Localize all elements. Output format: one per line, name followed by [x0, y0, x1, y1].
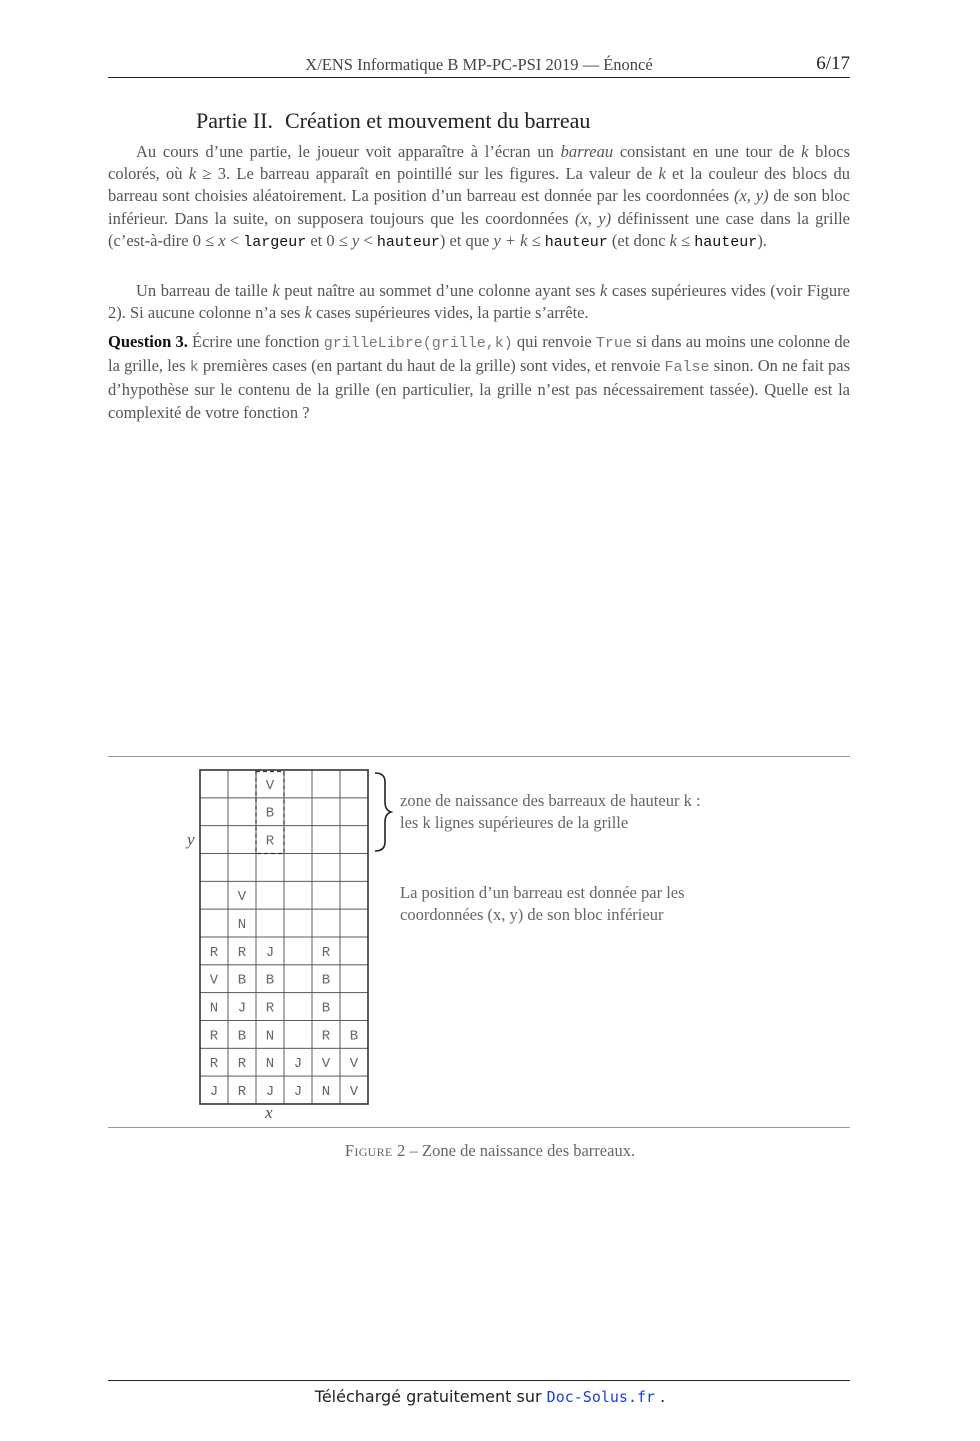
grid-cell	[312, 826, 340, 854]
grid-cell	[200, 826, 228, 854]
grid-cell	[312, 853, 340, 881]
grid-cell-letter: J	[237, 1000, 247, 1017]
grid-cell	[340, 826, 368, 854]
grid-cell-letter: J	[293, 1056, 303, 1073]
grid-cell	[228, 770, 256, 798]
grid-cell-letter: V	[265, 777, 275, 794]
grid-cell-letter: N	[265, 1056, 275, 1073]
figure-caption: Figure 2 – Zone de naissance des barreaux.	[344, 1141, 636, 1160]
grid-cell	[284, 853, 312, 881]
x-axis-label: x	[265, 1103, 273, 1122]
grid-cell	[340, 798, 368, 826]
footer: Téléchargé gratuitement sur Doc-Solus.fr .	[314, 1387, 666, 1406]
grid-cell	[312, 798, 340, 826]
grid-cell	[284, 770, 312, 798]
grid-cell	[284, 1020, 312, 1048]
curly-brace-icon	[375, 773, 391, 851]
footer-rule	[108, 1380, 850, 1381]
grid-cell-letter: R	[321, 1028, 331, 1045]
grid-cell	[256, 909, 284, 937]
grid-cell-letter: V	[209, 972, 219, 989]
grid-cell-letter: R	[265, 1000, 275, 1017]
grid-cell-letter: B	[237, 1028, 247, 1045]
figure-bottom-rule	[108, 1127, 850, 1128]
position-annotation: La position d’un barreau est donnée par les coordonnées (x, y) de son bloc inférieur	[400, 883, 685, 924]
grid-cell-letter: B	[321, 1000, 331, 1017]
grid-cell-letter: B	[237, 972, 247, 989]
grid-cell	[256, 881, 284, 909]
grid-cell	[200, 881, 228, 909]
grid-cell	[200, 798, 228, 826]
grid-cell-letter: R	[209, 944, 219, 961]
grid-cell-letter: R	[321, 944, 331, 961]
grid-cell-letter: J	[293, 1084, 303, 1101]
grid-cell	[340, 881, 368, 909]
header-title: X/ENS Informatique B MP-PC-PSI 2019 — Énoncé	[305, 55, 653, 74]
grid-cell	[200, 853, 228, 881]
grid-cell	[284, 993, 312, 1021]
grid-cell	[340, 993, 368, 1021]
grid-cell-letter: V	[349, 1056, 359, 1073]
grid-cell	[340, 770, 368, 798]
grid-cell	[340, 909, 368, 937]
grid-cell	[284, 937, 312, 965]
grid-cell-letter: B	[349, 1028, 359, 1045]
grid-cell	[284, 798, 312, 826]
grid-cell	[284, 965, 312, 993]
grid-cell-letter: R	[265, 833, 275, 850]
question-3: Question 3. Écrire une fonction grilleLibre(grille,k) qui renvoie True si dans au moins une colonne de la grille, les k premières cases (en partant du haut de la grille) sont vides, et renvoie False sinon. On ne fait pas d’hypothèse sur le contenu de la grille (en particulier, la grille n’est pas nécessairement tassée). Quelle est la complexité de votre fonction ?	[108, 332, 851, 422]
grid-cell-letter: N	[321, 1084, 331, 1101]
question-label: Question 3.	[108, 332, 188, 351]
grid-cell	[228, 853, 256, 881]
grid-cell-letter: R	[237, 1084, 247, 1101]
grid-cell	[200, 770, 228, 798]
grid-cell	[340, 965, 368, 993]
grid-cell-letter: V	[237, 889, 247, 906]
grid-cell	[200, 909, 228, 937]
grid-cell-letter: R	[209, 1028, 219, 1045]
grid-cell-letter: B	[265, 972, 275, 989]
grid-cell	[284, 909, 312, 937]
grid-cell-letter: N	[209, 1000, 219, 1017]
grid-cell-letter: R	[209, 1056, 219, 1073]
grid-cell-letter: J	[265, 1084, 275, 1101]
grid-cell-letter: J	[265, 944, 275, 961]
page-number: 6/17	[816, 53, 850, 74]
grid-cell-letter: R	[237, 1056, 247, 1073]
paragraph-naissance: Un barreau de taille k peut naître au sommet d’une colonne ayant ses k cases supérieures vides (voir Figure 2). Si aucune colonne n’a ses k cases supérieures vides, la partie s’arrête.	[108, 281, 850, 323]
grid-cell	[228, 826, 256, 854]
grid-cell-letter: B	[265, 805, 275, 822]
grid-cell-letter: N	[265, 1028, 275, 1045]
grid-cell	[312, 909, 340, 937]
zone-annotation: zone de naissance des barreaux de hauteur k : les k lignes supérieures de la grille	[400, 791, 701, 832]
grid-cell	[312, 770, 340, 798]
paragraph-barreau: Au cours d’une partie, le joueur voit apparaître à l’écran un barreau consistant en une tour de k blocs colorés, où k ≥ 3. Le barreau apparaît en pointillé sur les figures. La valeur de k et la couleur des blocs du barreau sont choisies aléatoirement. La position d’un barreau est donnée par les coordonnées (x, y) de son bloc inférieur. Dans la suite, on supposera toujours que les coordonnées (x, y) définissent une case dans la grille (c’est-à-dire 0 ≤ x < largeur et 0 ≤ y < hauteur) et que y + k ≤ hauteur (et donc k ≤ hauteur).	[108, 142, 850, 251]
grid-cell	[312, 881, 340, 909]
y-axis-label: y	[187, 830, 195, 849]
doc-solus-link[interactable]: Doc-Solus.fr	[546, 1388, 656, 1406]
grid-cell-letter: B	[321, 972, 331, 989]
grid-cell-letter: N	[237, 917, 247, 934]
grid-cell	[284, 826, 312, 854]
grid-cell-letter: V	[349, 1084, 359, 1101]
section-number: Partie II.	[196, 108, 273, 133]
grid-cell	[256, 853, 284, 881]
grid-cell	[340, 937, 368, 965]
grid-cell-letter: V	[321, 1056, 331, 1073]
grid-cell-letter: R	[237, 944, 247, 961]
grid-cell-letter: J	[209, 1084, 219, 1101]
section-heading: Création et mouvement du barreau	[284, 108, 591, 133]
grid-cell	[228, 798, 256, 826]
grid-cell	[340, 853, 368, 881]
grid-cell	[284, 881, 312, 909]
